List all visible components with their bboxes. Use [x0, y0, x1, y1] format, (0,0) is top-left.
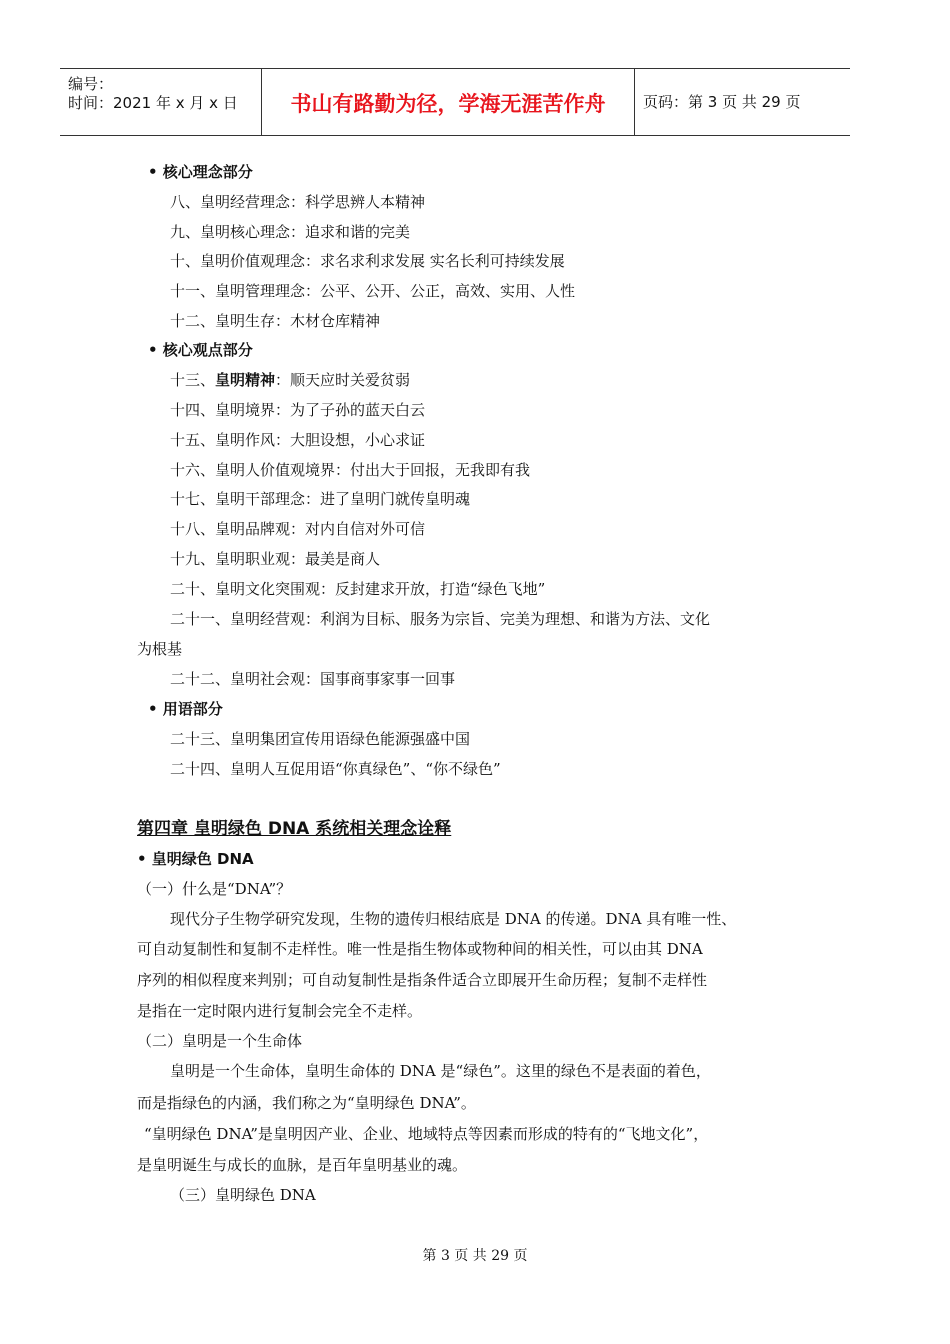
list-item-continuation: 为根基 [137, 640, 183, 658]
list-item: 十六、皇明人价值观境界：付出大于回报，无我即有我 [170, 461, 531, 479]
section-heading-terms: • 用语部分 [148, 700, 223, 718]
paragraph-line: 是皇明诞生与成长的血脉，是百年皇明基业的魂。 [137, 1156, 468, 1174]
list-item: 八、皇明经营理念：科学思辨人本精神 [170, 193, 426, 211]
paragraph-line: 而是指绿色的内涵，我们称之为“皇明绿色 DNA”。 [137, 1094, 476, 1112]
list-item: 十一、皇明管理理念：公平、公开、公正，高效、实用、人性 [170, 282, 576, 300]
header-page-number: 页码：第 3 页 共 29 页 [643, 93, 801, 111]
item-rest: ：顺天应时关爱贫弱 [275, 371, 411, 389]
paragraph-line: 可自动复制性和复制不走样性。唯一性是指生物体或物种间的相关性，可以由其 DNA [137, 940, 703, 958]
page-header [60, 68, 850, 136]
list-item: 十五、皇明作风：大胆设想，小心求证 [170, 431, 426, 449]
header-motto: 书山有路勤为径，学海无涯苦作舟 [290, 92, 606, 116]
page-footer: 第 3 页 共 29 页 [422, 1248, 528, 1264]
header-number: 编号： [68, 75, 114, 93]
list-item: 十、皇明价值观理念：求名求利求发展 实名长利可持续发展 [170, 252, 565, 270]
list-item: 十七、皇明干部理念：进了皇明门就传皇明魂 [170, 490, 471, 508]
paragraph-line: 皇明是一个生命体，皇明生命体的 DNA 是“绿色”。这里的绿色不是表面的着色， [170, 1062, 711, 1080]
list-item: 十二、皇明生存：木材仓库精神 [170, 312, 381, 330]
list-item: 二十一、皇明经营观：利润为目标、服务为宗旨、完美为理想、和谐为方法、文化 [170, 610, 711, 628]
subsection-heading: • 皇明绿色 DNA [137, 850, 254, 868]
section-heading-core-concepts: • 核心理念部分 [148, 163, 253, 181]
list-item: 二十四、皇明人互促用语“你真绿色”、“你不绿色” [170, 760, 501, 778]
chapter-title: 第四章 皇明绿色 DNA 系统相关理念诠释 [137, 819, 452, 839]
paragraph-line: 序列的相似程度来判别；可自动复制性是指条件适合立即展开生命历程；复制不走样性 [137, 971, 708, 989]
header-middle-cell [262, 69, 635, 136]
list-item: 十九、皇明职业观：最美是商人 [170, 550, 381, 568]
list-item: 二十二、皇明社会观：国事商事家事一回事 [170, 670, 456, 688]
item-prefix: 十三、 [170, 371, 216, 389]
header-left-cell [60, 69, 262, 136]
list-item [170, 370, 410, 390]
paragraph-line: 现代分子生物学研究发现，生物的遗传归根结底是 DNA 的传递。DNA 具有唯一性、 [170, 910, 737, 928]
paragraph-line: 是指在一定时限内进行复制会完全不走样。 [137, 1002, 423, 1020]
header-time: 时间：2021 年 x 月 x 日 [68, 94, 238, 112]
question-heading: （二）皇明是一个生命体 [137, 1032, 303, 1050]
paragraph-line: “皇明绿色 DNA”是皇明因产业、企业、地域特点等因素而形成的特有的“飞地文化”， [144, 1125, 709, 1143]
list-item: 十四、皇明境界：为了子孙的蓝天白云 [170, 401, 426, 419]
item-bold-term: 皇明精神 [215, 371, 276, 389]
list-item: 二十、皇明文化突围观：反封建求开放，打造“绿色飞地” [170, 580, 546, 598]
question-heading: （一）什么是“DNA”？ [137, 880, 292, 898]
list-item: 九、皇明核心理念：追求和谐的完美 [170, 223, 411, 241]
list-item: 二十三、皇明集团宣传用语绿色能源强盛中国 [170, 730, 471, 748]
header-right-cell [635, 69, 850, 136]
question-heading: （三）皇明绿色 DNA [170, 1186, 316, 1204]
list-item: 十八、皇明品牌观：对内自信对外可信 [170, 520, 426, 538]
section-heading-core-views: • 核心观点部分 [148, 341, 253, 359]
